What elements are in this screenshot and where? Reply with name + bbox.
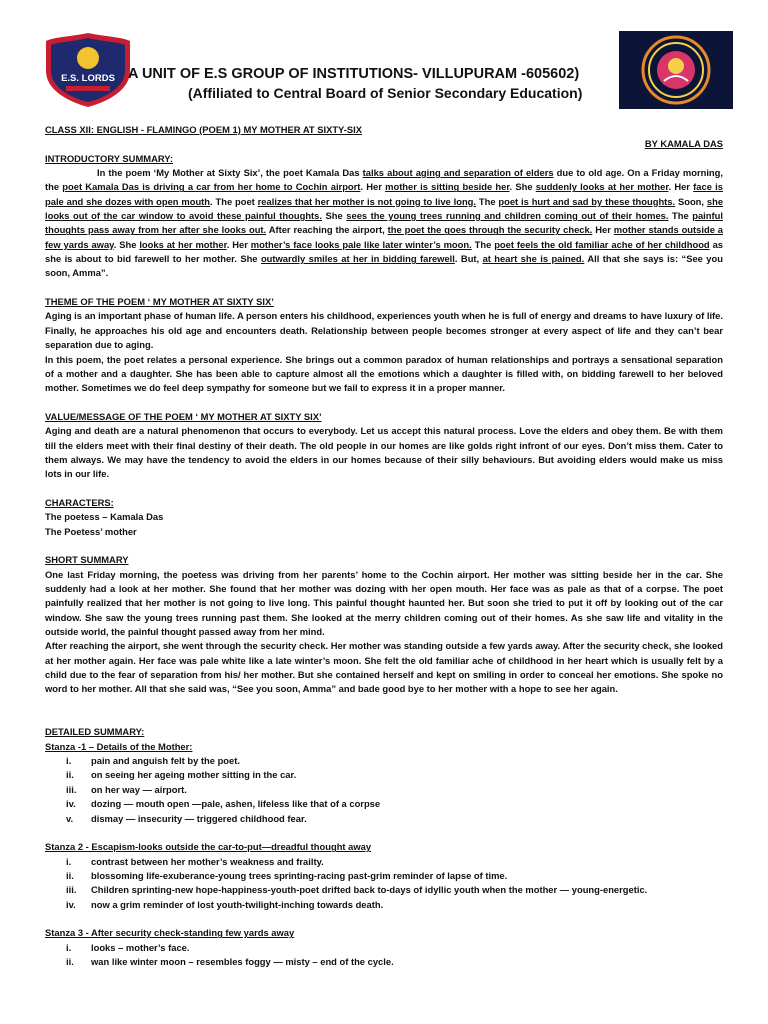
text-segment: . The poet	[210, 195, 258, 207]
list-number: ii.	[66, 955, 74, 967]
list-text: on seeing her ageing mother sitting in the car.	[91, 769, 297, 781]
list-text: blossoming life-exuberance-young trees sprinting-racing past-grim reminder of lapse of time.	[91, 869, 508, 881]
list-number: i.	[66, 855, 72, 867]
list-item	[45, 855, 723, 869]
logo-text: E.S. LORDS	[61, 73, 115, 84]
underlined-phrase: outwardly smiles at her in bidding farewell	[260, 253, 455, 265]
text-segment: She	[322, 210, 347, 222]
author-byline: BY KAMALA DAS	[644, 138, 723, 150]
list-item	[45, 869, 723, 883]
list-number: iii.	[66, 884, 77, 896]
list-number: i.	[66, 755, 72, 767]
text-segment: The	[668, 210, 693, 222]
stanza-title: Stanza 3 - After security check-standing few yards away	[45, 927, 295, 939]
text-segment: . Her	[360, 181, 386, 193]
short-summary-heading: SHORT SUMMARY	[45, 554, 129, 566]
list-text: dismay — insecurity — triggered childhood fear.	[91, 812, 307, 824]
underlined-phrase: poet is hurt and sad by these thoughts.	[498, 195, 676, 207]
stanza-title: Stanza 2 - Escapism-looks outside the car-to-put—dreadful thought away	[45, 841, 372, 853]
list-text: pain and anguish felt by the poet.	[91, 755, 240, 767]
list-number: iv.	[66, 798, 76, 810]
text-segment: . She	[113, 238, 140, 250]
theme-paragraph-1: Aging is an important phase of human life. A person enters his childhood, experiences youth when he is full of energy and dreams to have luxury of life. Finally, he approaches his old age and encounters death. Relationship between people becomes stronger at every aspect of life and they can’t bear separation due to aging.	[45, 310, 723, 351]
text-segment: Her	[592, 224, 614, 236]
value-paragraph: Aging and death are a natural phenomenon that occurs to everybody. Let us accept this natural process. Love the elders and obey them. Be with them till the elders meet with their final destiny of their death. The old people in our homes are like golds right infront of our eyes. Don’t miss them. Cater to them always. We may have the tendency to avoid the elders in our homes because of their silly behaviours. But avoiding elders would make us miss lots in our life.	[45, 425, 723, 480]
intro-paragraph	[45, 166, 723, 281]
text-segment: . Her	[226, 238, 251, 250]
list-item	[45, 955, 723, 969]
text-segment: In the poem ‘My Mother at Sixty Six’, the poet Kamala Das	[97, 167, 363, 179]
school-logo	[38, 31, 138, 109]
text-segment: The	[476, 195, 499, 207]
underlined-phrase: the poet the goes through the security check.	[387, 224, 593, 236]
theme-heading: THEME OF THE POEM ‘ MY MOTHER AT SIXTY SIX’	[45, 296, 274, 308]
intro-heading: INTRODUCTORY SUMMARY:	[45, 152, 173, 164]
character-item: The Poetess’ mother	[45, 525, 137, 537]
theme-paragraph-2: In this poem, the poet relates a personal experience. She brings out a common paradox of human relationships and portrays a sensational separation of a mother and a daughter. She has been able to capture almost all the emotions which a daughter is filled with, on bidding farewell to her beloved mother. Sometimes we do feel deep sympathy for someone but we fail to express it in a proper manner.	[45, 353, 723, 394]
list-text: wan like winter moon – resembles foggy — misty – end of the cycle.	[91, 955, 394, 967]
list-number: i.	[66, 941, 72, 953]
list-text: on her way — airport.	[91, 783, 187, 795]
text-segment: All that she says is: “See you soon, Amma”.	[45, 253, 723, 279]
list-item	[45, 883, 723, 897]
list-number: v.	[66, 812, 74, 824]
org-name: A UNIT OF E.S GROUP OF INSTITUTIONS- VILLUPURAM -605602)	[128, 66, 580, 82]
text-segment: After reaching the airport,	[266, 224, 388, 236]
text-segment: . She	[509, 181, 536, 193]
institution-emblem	[619, 31, 733, 109]
underlined-phrase: suddenly looks at her mother	[535, 181, 669, 193]
list-number: iii.	[66, 783, 77, 795]
short-summary-paragraph-1: One last Friday morning, the poetess was driving from her parents’ home to the Cochin airport. Her mother was sitting beside her in the car. She suddenly had a look at her mother. She found that her mother was dozing with her open mouth. Her face was as pale as that of a corpse. The poet painfully realized that her mother is not going to live long. This painful thought haunted her. But soon she tried to put it off by looking out of the car window. She saw the young trees running past them. She looked at the merry children coming out of their homes. As she saw life and vitality in the outside world, the painful thought passed away from her mind.	[45, 568, 723, 638]
list-number: iv.	[66, 898, 76, 910]
stanza-title: Stanza -1 – Details of the Mother:	[45, 740, 193, 752]
underlined-phrase: mother stands outside a few yards away	[45, 224, 724, 250]
text-segment: . Her	[668, 181, 694, 193]
list-text: Children sprinting-new hope-happiness-youth-poet drifted back to-days of idyllic youth when the mother — young-energetic.	[91, 884, 648, 896]
underlined-phrase: at heart she is pained.	[482, 253, 585, 265]
underlined-phrase: looks at her mother	[139, 238, 227, 250]
underlined-phrase: poet Kamala Das is driving a car from her home to Cochin airport	[62, 181, 361, 193]
list-item	[45, 754, 723, 768]
underlined-phrase: she looks out of the car window to avoid these painful thoughts.	[45, 195, 724, 222]
text-segment: as she is about to bid farewell to her mother. She	[45, 238, 724, 265]
text-segment: due to old age. On a Friday morning, the	[45, 167, 723, 193]
list-text: dozing — mouth open —pale, ashen, lifeless like that of a corpse	[91, 798, 381, 810]
class-line: CLASS XII: ENGLISH - FLAMINGO (POEM 1) MY MOTHER AT SIXTY-SIX	[45, 124, 363, 135]
underlined-phrase: painful thoughts pass away from her after she looks out.	[45, 210, 723, 236]
list-number: ii.	[66, 869, 74, 881]
list-item	[45, 783, 723, 797]
list-item	[45, 941, 723, 955]
affiliation: (Affiliated to Central Board of Senior Secondary Education)	[188, 85, 583, 101]
underlined-phrase: realizes that her mother is not going to live long.	[257, 195, 477, 207]
list-text: looks – mother’s face.	[91, 941, 190, 953]
underlined-phrase: mother is sitting beside her	[385, 181, 510, 193]
text-segment: . But,	[454, 253, 483, 265]
text-segment: Soon,	[675, 195, 707, 207]
underlined-phrase: face is pale and she dozes with open mouth	[45, 181, 723, 207]
underlined-phrase: talks about aging and separation of elders	[362, 167, 554, 179]
list-number: ii.	[66, 769, 74, 781]
list-item	[45, 797, 723, 811]
underlined-phrase: mother’s face looks pale like later winter’s moon.	[250, 238, 472, 250]
letterhead	[0, 0, 768, 118]
short-summary-paragraph-2: After reaching the airport, she went through the security check. Her mother was standing outside a few yards away. After the security check, she looked at her mother again. Her face was pale white like a late winter’s moon. She felt the old familiar ache of childhood in her heart which is usually felt by a child due to the fear of separation from his/ her mother. But she contained herself and kept on smiling in order to conceal her emotions. She spoke no word to her mother. All that she said was, “See you soon, Amma” and bade good bye to her mother with a hope to see her again.	[45, 640, 723, 695]
list-item	[45, 768, 723, 782]
detailed-summary-heading: DETAILED SUMMARY:	[45, 726, 145, 738]
characters-heading: CHARACTERS:	[45, 496, 114, 508]
list-text: now a grim reminder of lost youth-twilight-inching towards death.	[91, 898, 384, 910]
document-body	[45, 123, 723, 969]
underlined-phrase: poet feels the old familiar ache of her childhood	[494, 238, 710, 250]
list-item	[45, 812, 723, 826]
character-item: The poetess – Kamala Das	[45, 511, 164, 523]
list-item	[45, 898, 723, 912]
underlined-phrase: sees the young trees running and children coming out of their homes.	[346, 210, 669, 222]
list-text: contrast between her mother’s weakness and frailty.	[91, 855, 324, 867]
value-heading: VALUE/MESSAGE OF THE POEM ‘ MY MOTHER AT SIXTY SIX’	[45, 410, 322, 422]
text-segment: The	[471, 238, 495, 250]
